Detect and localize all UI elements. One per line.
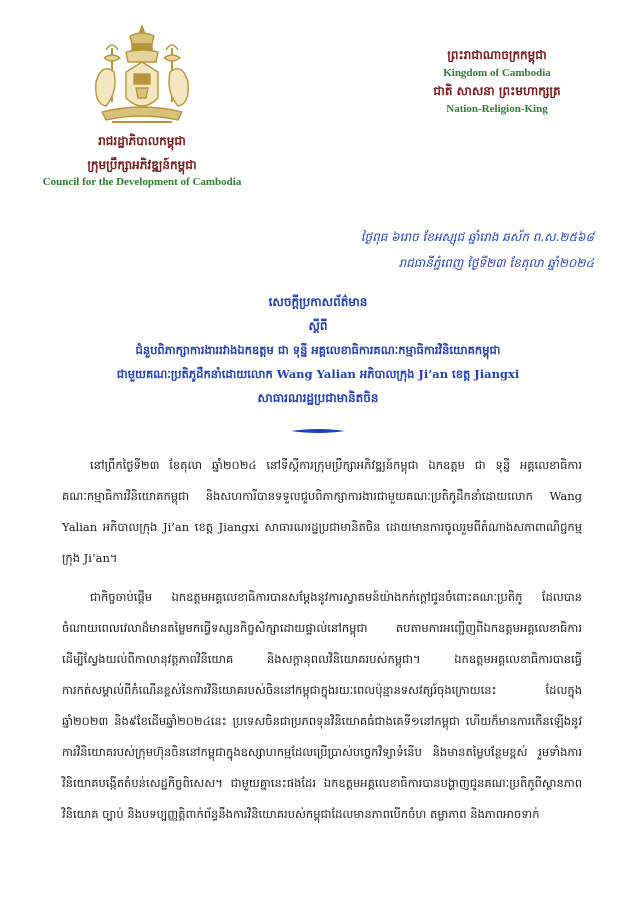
press-release-body [62, 450, 582, 830]
date-block [361, 224, 594, 276]
document-subtitle: ស្តីពី [308, 319, 328, 333]
title-line-1: ជំនួបពិភាក្សាការងាររវាងឯកឧត្តម ជា ទុន្នី អគ្គលេខាធិការគណៈកម្មាធិការវិនិយោគកម្ពុជា [135, 343, 501, 357]
government-name-km: រាជរដ្ឋាភិបាលកម្ពុជា [98, 134, 186, 148]
kingdom-name-en: Kingdom of Cambodia [443, 67, 551, 79]
kingdom-name-km: ព្រះរាជាណាចក្រកម្ពុជា [447, 48, 547, 62]
council-header [12, 132, 272, 190]
motto-en: Nation-Religion-King [446, 103, 548, 115]
title-line-3: សាធារណរដ្ឋប្រជាមានិតចិន [257, 391, 379, 405]
ornament-divider [291, 428, 345, 434]
title-block [40, 290, 596, 410]
paragraph-1: នៅព្រឹកថ្ងៃទី២៣ ខែតុលា ឆ្នាំ២០២៤ នៅទីស្តីការក្រុមប្រឹក្សាអភិវឌ្ឍន៍កម្ពុជា ឯកឧត្តម ជា ទុន្នី អគ្គលេខាធិការគណៈកម្មាធិការវិនិយោគកម្ពុជា និងសហការីបានទទួលជួបពិភាក្សាការងារជាមួយគណៈប្រតិភូដឹកនាំដោយលោក Wang Yalian អភិបាលក្រុង Ji’an ខេត្ត Jiangxi សាធារណរដ្ឋប្រជាមានិតចិន ដោយមានការចូលរួមពីតំណាងសភាពាណិជ្ជកម្មក្រុង Ji’an។ [62, 458, 582, 565]
council-name-en: Council for the Development of Cambodia [42, 176, 242, 188]
solar-date: រាជធានីភ្នំពេញ ថ្ងៃទី២៣ ខែតុលា ឆ្នាំ២០២៤ [398, 256, 594, 270]
document-title: សេចក្តីប្រកាសព័ត៌មាន [268, 295, 368, 309]
royal-emblem-icon [82, 22, 202, 130]
motto-km: ជាតិ សាសនា ព្រះមហាក្សត្រ [433, 84, 561, 98]
council-name-km: ក្រុមប្រឹក្សាអភិវឌ្ឍន៍កម្ពុជា [87, 158, 197, 172]
lunar-date: ថ្ងៃពុធ ៦រោច ខែអស្សុជ ឆ្នាំរោង ឆស័ក ព.ស.២៥៦៨ [360, 230, 594, 244]
title-line-2: ជាមួយគណៈប្រតិភូដឹកនាំដោយលោក Wang Yalian អភិបាលក្រុង Ji’an ខេត្ត Jiangxi [116, 367, 520, 381]
kingdom-header [372, 46, 622, 118]
paragraph-2: ជាកិច្ចចាប់ផ្តើម ឯកឧត្តមអគ្គលេខាធិការបានសម្តែងនូវការស្វាគមន៍យ៉ាងកក់ក្តៅជូនចំពោះគណៈប្រតិភូ ដែលបានចំណាយពេលវេលាដ៏មានតម្លៃមកធ្វើទស្សនកិច្ចសិក្សាដោយផ្ទាល់នៅកម្ពុជា តបតាមការអញ្ជើញពីឯកឧត្តមអគ្គលេខាធិការ ដើម្បីស្វែងយល់ពីកាលានុវត្តភាពវិនិយោគ និងសក្តានុពលវិនិយោគរបស់កម្ពុជា។ ឯកឧត្តមអគ្គលេខាធិការបានធ្វើការកត់សម្គាល់ពីកំណើនខ្ពស់នៃការវិនិយោគរបស់ចិននៅកម្ពុជាក្នុងរយៈពេលប៉ុន្មានទសវត្សរ៍ចុងក្រោយនេះ ដែលក្នុងឆ្នាំ២០២៣ និង៩ខែដើមឆ្នាំ២០២៤នេះ ប្រទេសចិនជាប្រភពទុនវិនិយោគធំជាងគេទី១នៅកម្ពុជា ហើយក៏មានការកើនឡើងនូវការវិនិយោគរបស់ក្រុមហ៊ុនចិននៅកម្ពុជាក្នុងឧស្សាហកម្មដែលប្រើប្រាស់បច្ចេកវិទ្យាទំនើប និងមានតម្លៃបន្ថែមខ្ពស់ រួមទាំងការវិនិយោគបង្កើតតំបន់សេដ្ឋកិច្ចពិសេស។ ជាមួយគ្នានេះផងដែរ ឯកឧត្តមអគ្គលេខាធិការបានបង្ហាញជូនគណៈប្រតិភូពីស្ថានភាពវិនិយោគ ច្បាប់ និងបទប្បញ្ញត្តិពាក់ព័ន្ធនឹងការវិនិយោគរបស់កម្ពុជាដែលមានភាពបើកចំហ តម្លាភាព និងភាពអាចទាក់ [62, 590, 582, 821]
